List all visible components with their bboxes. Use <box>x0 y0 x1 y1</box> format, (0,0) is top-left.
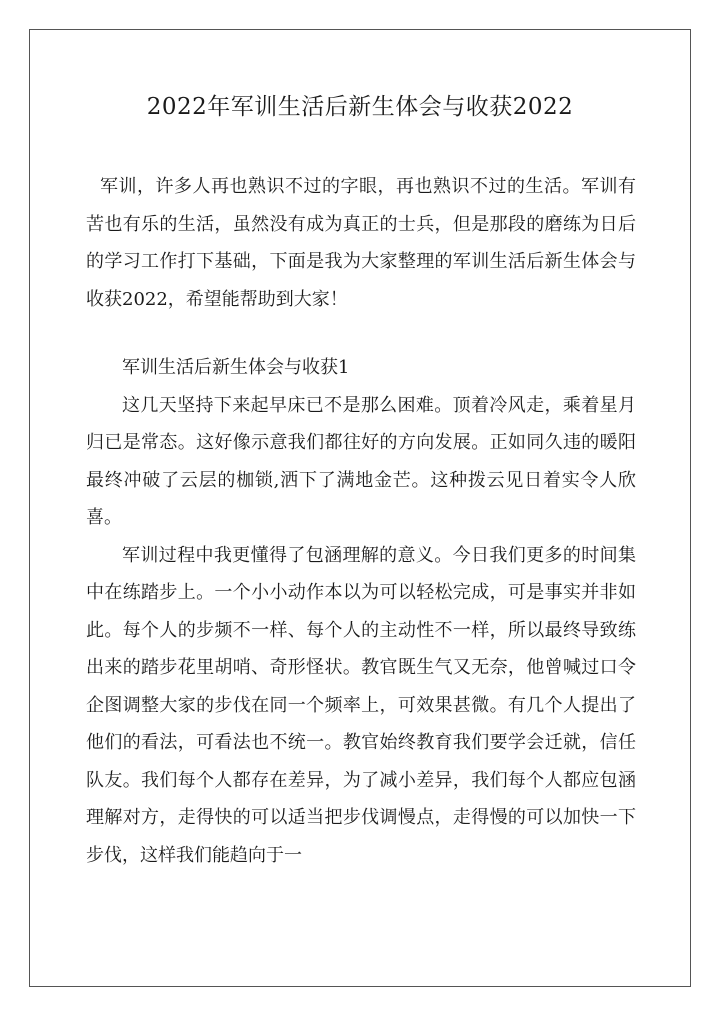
section-spacer <box>86 318 636 349</box>
document-title: 2022年军训生活后新生体会与收获2022 <box>146 94 574 120</box>
section-heading: 军训生活后新生体会与收获1 <box>122 357 350 378</box>
document-body <box>86 168 636 874</box>
body-paragraph-1: 这几天坚持下来起早床已不是那么困难。顶着冷风走，乘着星月归已是常态。这好像示意我们都往好的方向发展。正如同久违的暖阳最终冲破了云层的枷锁,洒下了满地金芒。这种拨云见日着实令人欣喜。 <box>86 394 636 528</box>
intro-paragraph: 军训，许多人再也熟识不过的字眼，再也熟识不过的生活。军训有苦也有乐的生活，虽然没有成为真正的士兵，但是那段的磨练为日后的学习工作打下基础，下面是我为大家整理的军训生活后新生体会与收获2022，希望能帮助到大家！ <box>86 176 636 310</box>
body-paragraph-2: 军训过程中我更懂得了包涵理解的意义。今日我们更多的时间集中在练踏步上。一个小小动作本以为可以轻松完成，可是事实并非如此。每个人的步频不一样、每个人的主动性不一样，所以最终导致练出来的踏步花里胡哨、奇形怪状。教官既生气又无奈，他曾喊过口令企图调整大家的步伐在同一个频率上，可效果甚微。有几个人提出了他们的看法，可看法也不统一。教官始终教育我们要学会迁就，信任队友。我们每个人都存在差异，为了减小差异，我们每个人都应包涵理解对方，走得快的可以适当把步伐调慢点，走得慢的可以加快一下步伐，这样我们能趋向于一 <box>86 544 636 866</box>
